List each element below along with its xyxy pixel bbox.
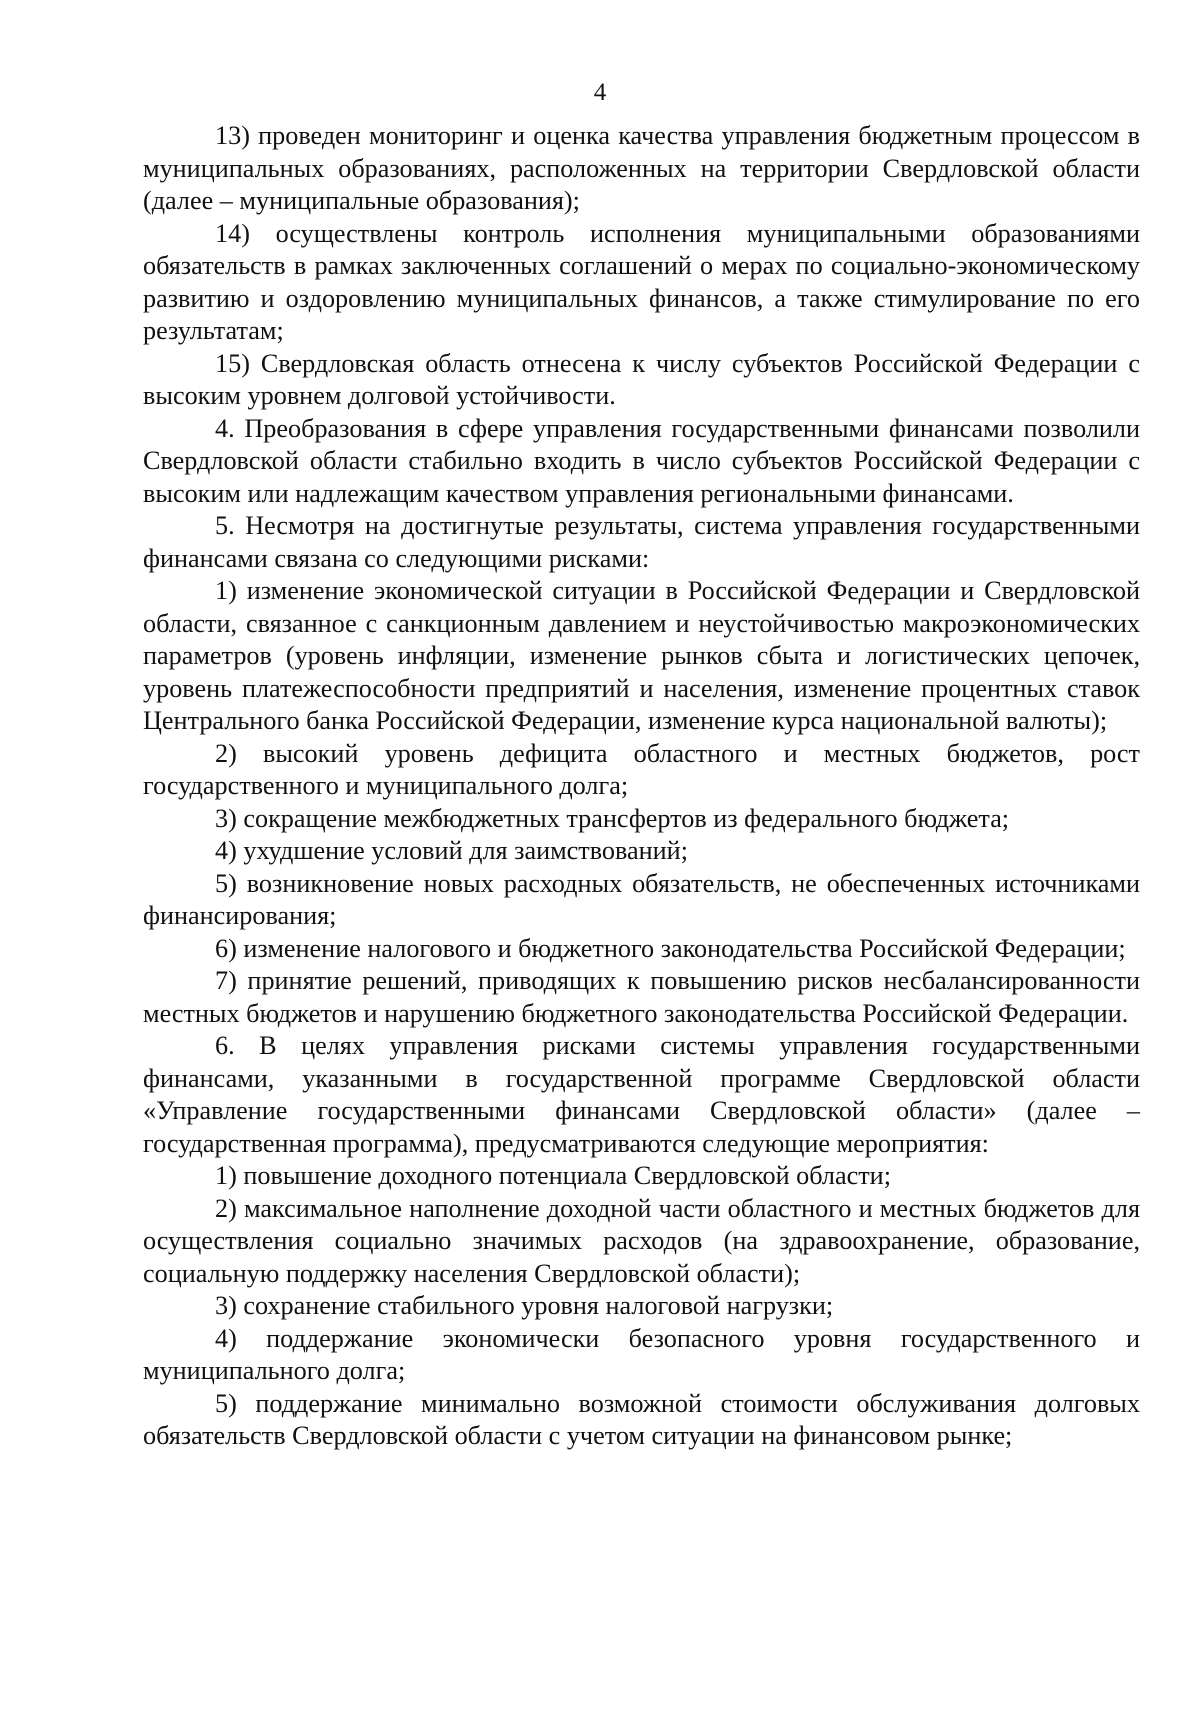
- document-body: [143, 120, 1140, 1453]
- paragraph-item-13: 13) проведен мониторинг и оценка качества управления бюджетным процессом в муниципальных образованиях, расположенных на территории Свердловской области (далее – муниципальные образования);: [143, 121, 1140, 215]
- paragraph-item-14: 14) осуществлены контроль исполнения муниципальными образованиями обязательств в рамках заключенных соглашений о мерах по социально-экономическому развитию и оздоровлению муниципальных финансов, а также стимулирование по его результатам;: [143, 218, 1140, 345]
- measure-item-1: 1) повышение доходного потенциала Свердловской области;: [215, 1161, 891, 1190]
- measure-item-3: 3) сохранение стабильного уровня налоговой нагрузки;: [215, 1291, 834, 1320]
- risk-item-5: 5) возникновение новых расходных обязательств, не обеспеченных источниками финансирования;: [143, 868, 1140, 930]
- paragraph-section-4: 4. Преобразования в сфере управления государственными финансами позволили Свердловской области стабильно входить в число субъектов Российской Федерации с высоким или надлежащим качеством управления региональными финансами.: [143, 413, 1140, 508]
- page-number: 4: [593, 79, 607, 106]
- measure-item-5: 5) поддержание минимально возможной стоимости обслуживания долговых обязательств Свердловской области с учетом ситуации на финансовом рынке;: [143, 1388, 1140, 1450]
- paragraph-section-6: 6. В целях управления рисками системы управления государственными финансами, указанными в государственной программе Свердловской области «Управление государственными финансами Свердловской области» (далее – государственная программа), предусматриваются следующие мероприятия:: [143, 1031, 1140, 1158]
- risk-item-3: 3) сокращение межбюджетных трансфертов из федерального бюджета;: [215, 803, 1010, 833]
- risk-item-1: 1) изменение экономической ситуации в Российской Федерации и Свердловской области, связанное с санкционным давлением и неустойчивостью макроэкономических параметров (уровень инфляции, изменение рынков сбыта и логистических цепочек, уровень платежеспособности предприятий и населения, изменение процентных ставок Центрального банка Российской Федерации, изменение курса национальной валюты);: [143, 576, 1140, 735]
- paragraph-item-15: 15) Свердловская область отнесена к числу субъектов Российской Федерации с высоким уровнем долговой устойчивости.: [143, 348, 1140, 410]
- risk-item-2: 2) высокий уровень дефицита областного и местных бюджетов, рост государственного и муниципального долга;: [143, 738, 1140, 800]
- measure-item-4: 4) поддержание экономически безопасного уровня государственного и муниципального долга;: [143, 1323, 1140, 1385]
- paragraph-section-5: 5. Несмотря на достигнутые результаты, система управления государственными финансами связана со следующими рисками:: [143, 511, 1140, 573]
- risk-item-6: 6) изменение налогового и бюджетного законодательства Российской Федерации;: [215, 933, 1126, 963]
- measure-item-2: 2) максимальное наполнение доходной части областного и местных бюджетов для осуществления социально значимых расходов (на здравоохранение, образование, социальную поддержку населения Свердловской области);: [143, 1193, 1140, 1288]
- risk-item-7: 7) принятие решений, приводящих к повышению рисков несбалансированности местных бюджетов и нарушению бюджетного законодательства Российской Федерации.: [143, 966, 1140, 1028]
- risk-item-4: 4) ухудшение условий для заимствований;: [215, 836, 688, 865]
